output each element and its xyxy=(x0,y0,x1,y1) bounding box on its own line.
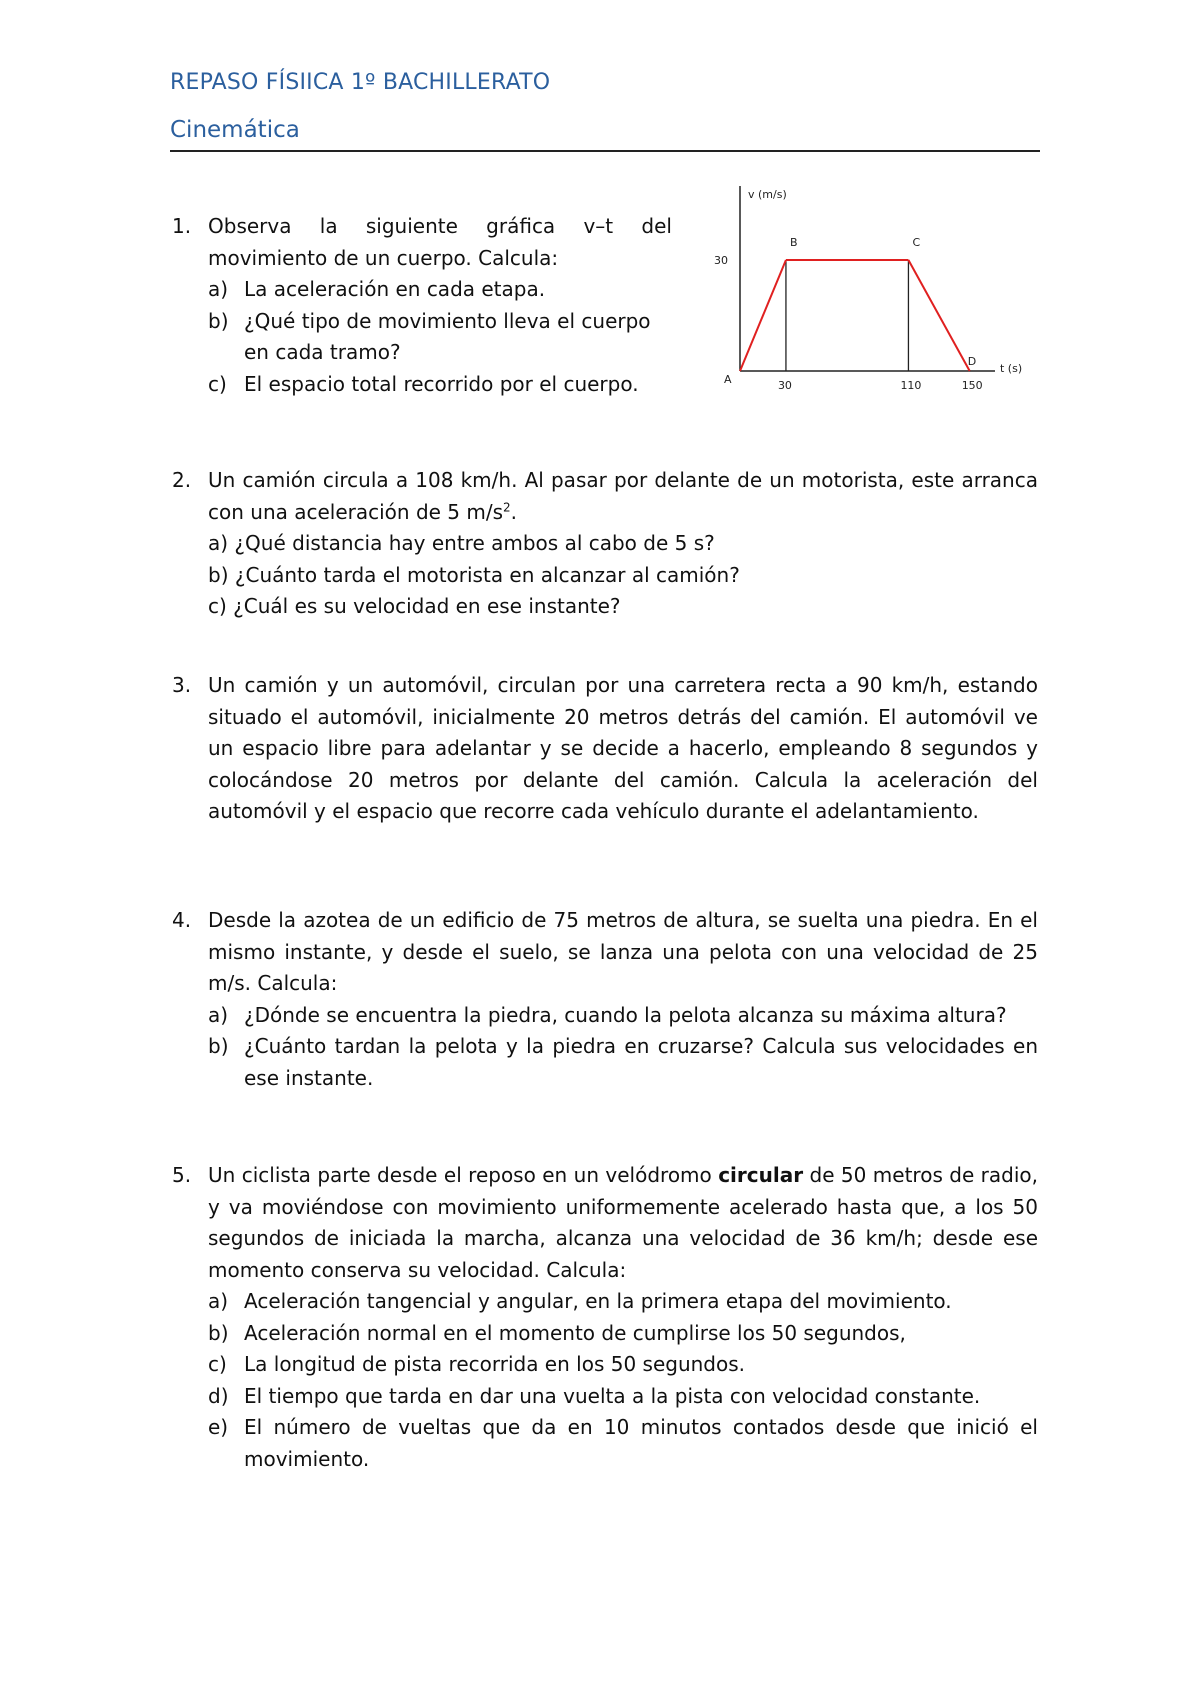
question-4 xyxy=(172,905,1038,1094)
y-axis-label: v (m/s) xyxy=(748,188,787,201)
question-number: 4. xyxy=(172,908,192,932)
list-item: b) ¿Qué tipo de movimiento lleva el cuerpo en cada tramo? xyxy=(208,308,651,364)
question-text: Un camión circula a 108 km/h. Al pasar por delante de un motorista, este arranca con una aceleración de 5 $m/s^2$. xyxy=(208,468,1038,524)
question-number: 1. xyxy=(172,214,192,238)
page-title: REPASO FÍSIICA 1º BACHILLERATO xyxy=(170,70,551,95)
list-item: c) La longitud de pista recorrida en los 50 segundos. xyxy=(208,1352,746,1376)
list-item: c) El espacio total recorrido por el cuerpo. xyxy=(208,371,639,396)
list-item: c) ¿Cuál es su velocidad en ese instante? xyxy=(208,594,621,618)
question-text: Desde la azotea de un edificio de 75 metros de altura, se suelta una piedra. En el mismo instante, y desde el suelo, se lanza una pelota con una velocidad de 25 m/s. Calcula: xyxy=(208,908,1038,995)
page-header xyxy=(170,70,1040,143)
list-item: e) El número de vueltas que da en 10 minutos contados desde que inició el movimiento. xyxy=(208,1415,1038,1471)
question-1 xyxy=(172,211,672,400)
x-axis-label: t (s) xyxy=(1000,362,1023,375)
y-tick-label: 30 xyxy=(714,254,728,267)
series-segment xyxy=(908,260,969,371)
list-item: a) La aceleración en cada etapa. xyxy=(208,277,546,301)
list-item: a) ¿Qué distancia hay entre ambos al cabo de 5 s? xyxy=(208,531,715,555)
list-item: b) Aceleración normal en el momento de cumplirse los 50 segundos, xyxy=(208,1320,906,1345)
question-number: 5. xyxy=(172,1163,192,1187)
x-tick-label: 110 xyxy=(900,379,922,392)
header-divider xyxy=(170,150,1040,152)
velocity-time-graph xyxy=(700,186,1040,396)
page-subtitle: Cinemática xyxy=(170,117,300,143)
list-item: a) Aceleración tangencial y angular, en la primera etapa del movimiento. xyxy=(208,1289,952,1313)
question-5 xyxy=(172,1160,1038,1475)
question-text: Un camión y un automóvil, circulan por una carretera recta a 90 km/h, estando situado el automóvil, inicialmente 20 metros detrás del camión. El automóvil ve un espacio libre para adelantar y se decide a hacerlo, empleando 8 segundos y colocándose 20 metros por delante del camión. Calcula la aceleración del automóvil y el espacio que recorre cada vehículo durante el adelantamiento. xyxy=(208,673,1038,823)
x-tick-label: 30 xyxy=(777,379,792,392)
question-2 xyxy=(172,465,1038,623)
question-text: Un ciclista parte desde el reposo en un velódromo circular de 50 metros de radio, y va moviéndose con movimiento uniformemente acelerado hasta que, a los 50 segundos de iniciada la marcha, alcanza una velocidad de 36 km/h; desde ese momento conserva su velocidad. Calcula: xyxy=(208,1163,1039,1282)
question-number: 3. xyxy=(172,673,192,697)
point-label: D xyxy=(967,355,977,368)
question-3 xyxy=(172,670,1038,828)
list-item: a) ¿Dónde se encuentra la piedra, cuando la pelota alcanza su máxima altura? xyxy=(208,1002,1007,1027)
question-number: 2. xyxy=(172,468,192,492)
list-item: b) ¿Cuánto tardan la pelota y la piedra en cruzarse? Calcula sus velocidades en ese instante. xyxy=(208,1034,1038,1090)
x-tick-label: 150 xyxy=(961,379,983,392)
list-item: d) El tiempo que tarda en dar una vuelta a la pista con velocidad constante. xyxy=(208,1383,981,1408)
series-segment xyxy=(740,260,786,371)
point-label: A xyxy=(724,373,732,386)
point-label: C xyxy=(912,236,921,249)
question-text: Observa la siguiente gráfica v–t del movimiento de un cuerpo. Calcula: xyxy=(208,214,672,270)
point-label: B xyxy=(789,236,798,249)
list-item: b) ¿Cuánto tarda el motorista en alcanzar al camión? xyxy=(208,562,740,587)
